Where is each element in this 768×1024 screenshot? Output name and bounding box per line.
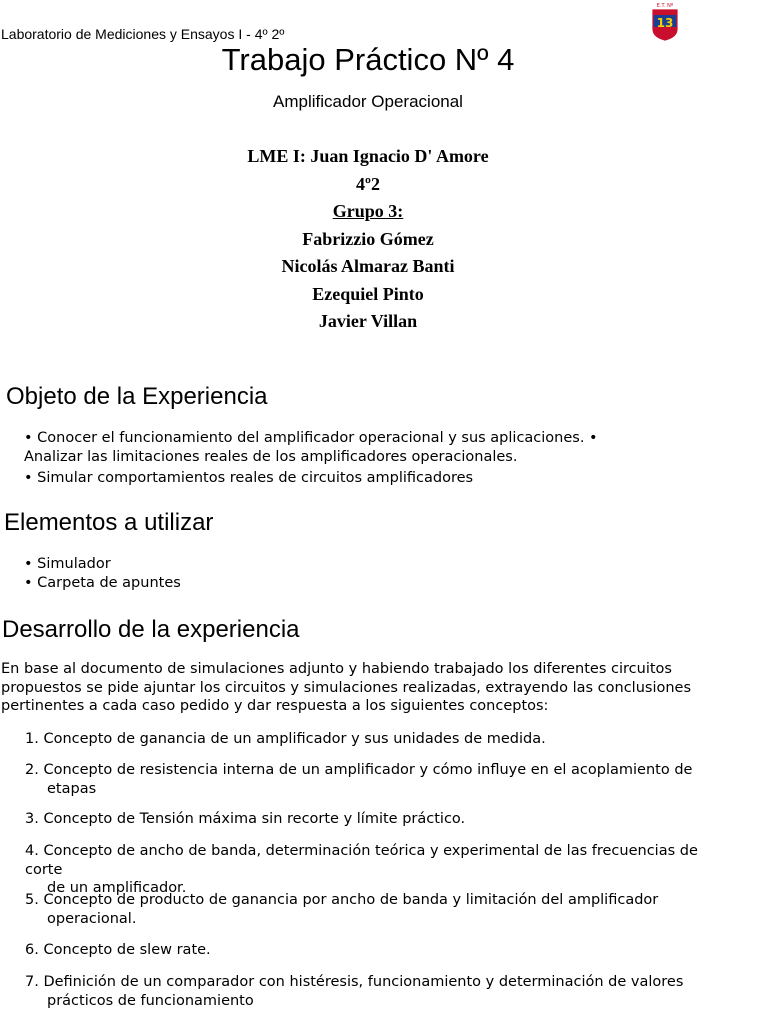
objetivo-list (24, 429, 598, 488)
list-item-text: operacional. (47, 910, 137, 927)
member-name: Fabrizzio Gómez (302, 228, 434, 249)
list-item-text: 1. Concepto de ganancia de un amplificador y sus unidades de medida. (25, 731, 546, 747)
list-item: • Simular comportamientos reales de circuitos amplificadores (24, 470, 474, 486)
paragraph-line: pertinentes a cada caso pedido y dar respuesta a los siguientes conceptos: (1, 698, 549, 714)
list-item (25, 761, 735, 798)
teacher-name: LME I: Juan Ignacio D' Amore (247, 146, 489, 166)
page-title: Trabajo Práctico Nº 4 (221, 42, 515, 77)
list-item-text: 6. Concepto de slew rate. (25, 942, 211, 958)
list-item-text: 2. Concepto de resistencia interna de un amplificador y cómo influye en el acoplamiento de (25, 762, 693, 778)
list-item-text: prácticos de funcionamiento (47, 992, 254, 1009)
paragraph-line: En base al documento de simulaciones adjunto y habiendo trabajado los diferentes circuitos (1, 661, 672, 677)
paragraph-line: propuestos se pide ajuntar los circuitos y simulaciones realizadas, extrayendo las conclusiones (1, 679, 692, 696)
list-item (25, 842, 735, 898)
list-item-text: 7. Definición de un comparador con histéresis, funcionamiento y determinación de valores (25, 974, 684, 990)
list-item (25, 973, 735, 1010)
list-item: Analizar las limitaciones reales de los amplificadores operacionales. (24, 449, 518, 465)
school-shield-logo (650, 1, 680, 41)
list-item (25, 941, 735, 960)
list-item: • Conocer el funcionamiento del amplificador operacional y sus aplicaciones. • (24, 430, 598, 446)
group-label: Grupo 3: (332, 201, 404, 221)
member-name: Javier Villan (318, 311, 418, 331)
course-label: 4º2 (356, 173, 380, 194)
section-heading-desarrollo: Desarrollo de la experiencia (2, 616, 300, 643)
desarrollo-paragraph (1, 660, 741, 716)
list-item-text: 4. Concepto de ancho de banda, determinación teórica y experimental de las frecuencias de corte (25, 843, 698, 878)
list-item-text: de un amplificador. (47, 880, 187, 896)
logo-number: 13 (656, 16, 674, 30)
list-item: • Simulador (24, 556, 111, 572)
elementos-list (24, 555, 181, 593)
member-name: Nicolás Almaraz Banti (281, 256, 455, 276)
page-subtitle: Amplificador Operacional (273, 92, 463, 111)
member-name: Ezequiel Pinto (312, 283, 424, 304)
header-course-label: Laboratorio de Mediciones y Ensayos I - 4º 2º (1, 26, 285, 42)
list-item-text: etapas (47, 780, 97, 797)
list-item (25, 810, 735, 829)
authors-block (0, 143, 736, 336)
list-item: • Carpeta de apuntes (24, 575, 181, 591)
section-heading-elementos: Elementos a utilizar (4, 509, 214, 536)
list-item (25, 730, 735, 749)
list-item (25, 891, 735, 928)
section-heading-objetivo: Objeto de la Experiencia (6, 383, 268, 410)
logo-top-text: E.T. Nº (656, 3, 674, 9)
list-item-text: 3. Concepto de Tensión máxima sin recorte y límite práctico. (25, 811, 466, 827)
list-item-text: 5. Concepto de producto de ganancia por ancho de banda y limitación del amplificador (25, 892, 659, 908)
